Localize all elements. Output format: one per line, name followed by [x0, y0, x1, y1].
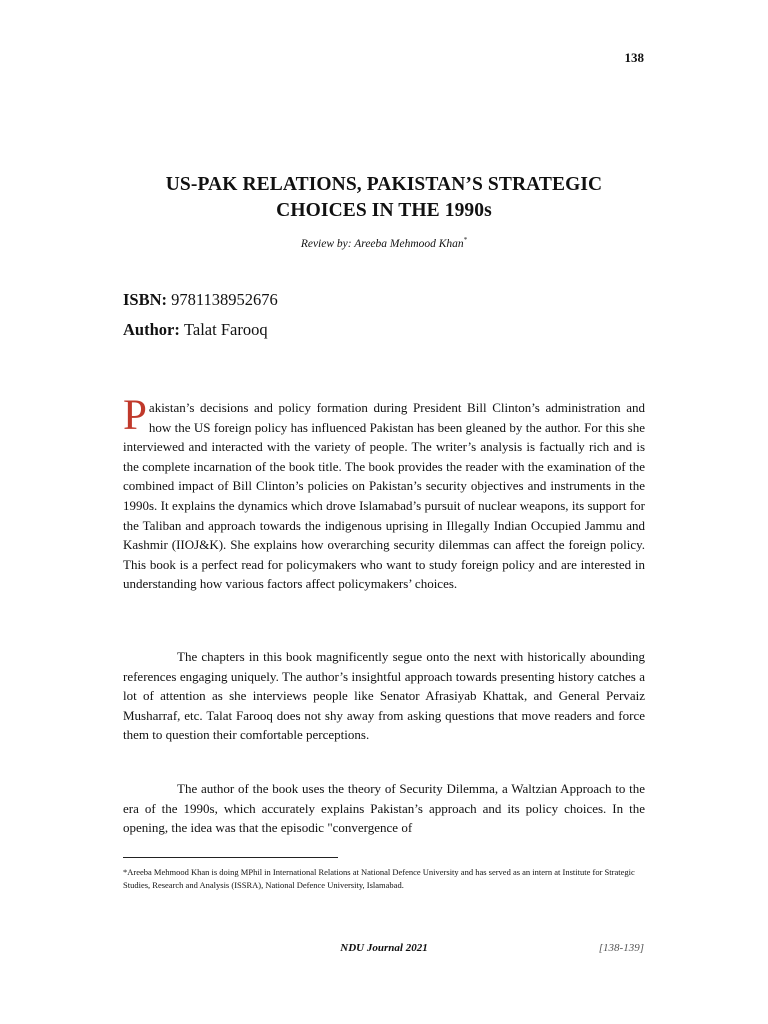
review-byline-text: Review by: Areeba Mehmood Khan	[300, 237, 464, 250]
isbn-line	[123, 290, 278, 310]
paragraph-1	[123, 392, 645, 594]
article-title-line-2: CHOICES IN THE 1990s	[276, 200, 492, 221]
footnote-marker: *	[463, 236, 468, 244]
paragraph-2	[123, 647, 645, 745]
author-label: Author:	[123, 320, 180, 339]
author-line	[123, 320, 268, 340]
isbn-label: ISBN:	[123, 290, 168, 309]
footnote: *Areeba Mehmood Khan is doing MPhil in International Relations at National Defence University and has served as an intern at Institute for Strategic Studies, Research and Analysis (ISSRA), National Defence University, Islamabad.	[123, 867, 635, 890]
drop-cap: P	[123, 392, 147, 439]
paragraph-1-text: akistan’s decisions and policy formation during President Bill Clinton’s administration and how the US foreign policy has influenced Pakistan has been gleaned by the author. For this she interviewed and interacted with the variety of people. The writer’s analysis is factually rich and is the complete incarnation of the book title. The book provides the reader with the examination of the combined impact of Bill Clinton’s policies on Pakistan’s security objectives and instruments in the 1990s. It explains the dynamics which drove Islamabad’s pursuit of nuclear weapons, its support for the Taliban and approach towards the indigenous uprising in Illegally Indian Occupied Jammu and Kashmir (IIOJ&K). She explains how overarching security dilemmas can affect the foreign policy. This book is a perfect read for policymakers who want to study foreign policy and are interested in understanding how various factors affect policymakers’ choices.	[123, 400, 645, 592]
article-title	[0, 172, 768, 224]
paragraph-2-text: The chapters in this book magnificently segue onto the next with historically abounding references engaging uniquely. The author’s insightful approach towards presenting history catches a lot of attention as she interviews people like Senator Afrasiyab Khattak, and General Pervaiz Musharraf, etc. Talat Farooq does not shy away from asking questions that move readers and force them to question their comfortable perceptions.	[123, 649, 645, 743]
page-number: 138	[624, 50, 644, 65]
author-value: Talat Farooq	[183, 320, 268, 339]
footnote-divider	[123, 857, 338, 858]
footer-page-range: [138-139]	[598, 942, 644, 954]
footer-journal-name: NDU Journal 2021	[340, 942, 428, 954]
paragraph-3	[123, 779, 645, 838]
review-byline	[0, 236, 768, 250]
article-title-line-1: US-PAK RELATIONS, PAKISTAN’S STRATEGIC	[165, 174, 603, 195]
paragraph-3-text: The author of the book uses the theory of Security Dilemma, a Waltzian Approach to the era of the 1990s, which accurately explains Pakistan’s approach and its policy choices. In the opening, the idea was that the episodic "convergence of	[123, 781, 645, 836]
isbn-value: 9781138952676	[171, 290, 278, 309]
